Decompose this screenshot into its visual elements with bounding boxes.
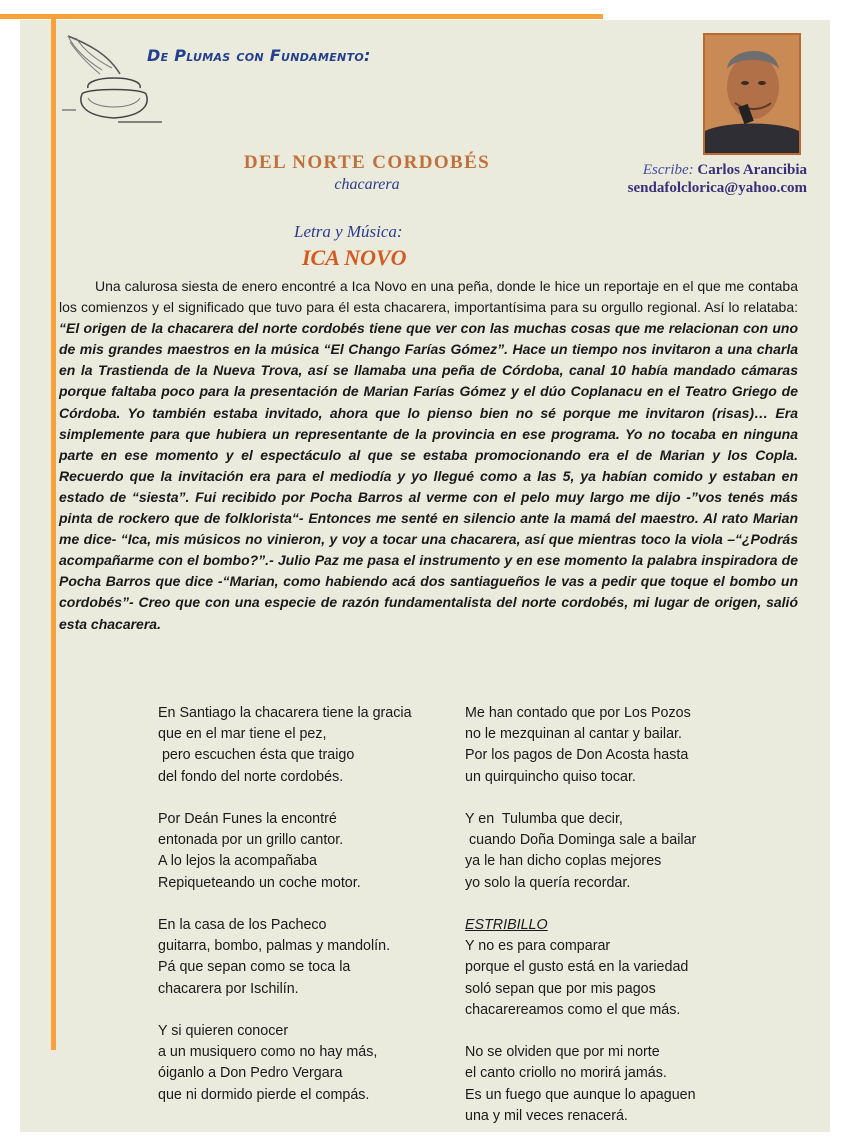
lyric-line: porque el gusto está en la variedad [465, 959, 689, 976]
stanza [158, 915, 453, 1000]
lyric-line: Por los pagos de Don Acosta hasta [465, 747, 689, 764]
lyrics-left-column [158, 703, 453, 1127]
stanza [158, 809, 453, 894]
song-title: DEL NORTE CORDOBÉS [243, 152, 491, 173]
lyric-line: pero escuchen ésta que traigo [158, 747, 355, 764]
byline-label: Escribe: [642, 162, 694, 178]
lyric-line: A lo lejos la acompañaba [158, 853, 317, 870]
lyric-line: Y en Tulumba que decir, [465, 811, 623, 827]
lyric-line: En la casa de los Pacheco [158, 917, 327, 933]
lyric-line: a un musiquero como no hay más, [158, 1044, 378, 1061]
lyric-line: Y si quieren conocer [158, 1023, 289, 1039]
lyric-line: Es un fuego que aunque lo apaguen [465, 1086, 696, 1103]
top-accent-bar [0, 14, 603, 19]
stanza [158, 703, 453, 788]
lyric-line: Pá que sepan como se toca la [158, 959, 351, 976]
lyric-line: Me han contado que por Los Pozos [465, 705, 691, 721]
lyric-line: del fondo del norte cordobés. [158, 768, 344, 785]
lyric-line: No se olviden que por mi norte [465, 1044, 660, 1061]
stanza [158, 1021, 453, 1106]
lyric-line: una y mil veces renacerá. [465, 1107, 628, 1124]
lyric-line: un quirquincho quiso tocar. [465, 768, 636, 785]
lyric-line: Repiqueteando un coche motor. [158, 874, 361, 891]
byline [628, 161, 807, 197]
lyric-line: En Santiago la chacarera tiene la gracia [158, 705, 412, 721]
byline-email[interactable]: sendafolclorica@yahoo.com [627, 180, 807, 196]
byline-name: Carlos Arancibia [697, 162, 807, 178]
estribillo-stanza [465, 915, 785, 1021]
song-genre: chacarera [334, 176, 400, 193]
lyric-line: yo solo la quería recordar. [465, 874, 631, 891]
lyric-line: chacarereamos como el que más. [465, 1001, 681, 1018]
lyric-line: chacarera por Ischilín. [158, 980, 299, 997]
stanza [465, 809, 785, 894]
side-accent-bar [51, 17, 56, 1050]
estribillo-label: ESTRIBILLO [465, 917, 548, 933]
song-author: ICA NOVO [302, 245, 407, 270]
article-quote: “El origen de la chacarera del norte cordobés tiene que ver con las muchas cosas que me relacionan con uno de mis grandes maestros en la música “El Chango Farías Gómez”. Hace un tiempo nos invitaron a una charla en la Trastienda de la Nueva Trova, así se llamaba una peña de Córdoba, canal 10 había mandado cámaras porque faltaba poco para la presentación de Marian Farías Gómez y el dúo Coplanacu en el Teatro Griego de Córdoba. Yo también estaba invitado, ahora que lo pienso bien no sé porque me invitaron (risas)… Era simplemente para que hubiera un representante de la provincia en ese programa. Yo no tocaba en ninguna parte en ese momento y el espectáculo al que se estaba promocionando era el de Marian y los Copla. Recuerdo que la invitación era para el mediodía y yo llegué como a las 5, ya habían comido y estaban en estado de “siesta”. Fui recibido por Pocha Barros al verme con el pelo muy largo me dijo -”vos tenés más pinta de rockero que de folklorista“- Entonces me senté en silencio ante la mamá del maestro. Al rato Marian me dice- “Ica, mis músicos no vinieron, y voy a tocar una chacarera, así que mientras toco la viola –“¿Podrás acompañarme con el bombo?”.- Julio Paz me pasa el instrumento y en ese momento la palabra inspiradora de Pocha Barros que dice -“Marian, como habiendo acá dos santiagueños le vas a pedir que toque el bombo un cordobés”- Creo que con una especie de razón fundamentalista del norte cordobés, mi lugar de origen, salió esta chacarera. [59, 320, 798, 632]
lyric-line: el canto criollo no morirá jamás. [465, 1065, 667, 1082]
lyric-line: ya le han dicho coplas mejores [465, 853, 662, 870]
lyric-line: guitarra, bombo, palmas y mandolín. [158, 938, 391, 955]
lyric-line: cuando Doña Dominga sale a bailar [465, 832, 697, 849]
lyric-line: que en el mar tiene el pez, [158, 726, 327, 743]
article-intro: Una calurosa siesta de enero encontré a Ica Novo en una peña, donde le hice un reportaje en el que me contaba los comienzos y el significado que tuvo para él esta chacarera, importantísima para su orgullo regional. Así lo relataba: [59, 278, 798, 316]
lyric-line: Por Deán Funes la encontré [158, 811, 337, 827]
stanza [465, 1042, 785, 1127]
lyric-line: óiganlo a Don Pedro Vergara [158, 1065, 343, 1082]
section-title: De Plumas con Fundamento: [147, 46, 371, 65]
lyric-line: entonada por un grillo cantor. [158, 832, 344, 849]
quill-inkwell-icon [58, 30, 170, 130]
stanza [465, 703, 785, 788]
credit-label: Letra y Música: [294, 222, 403, 241]
author-photo [703, 33, 801, 155]
lyric-line: Y no es para comparar [465, 938, 611, 955]
lyrics-right-column [465, 703, 785, 1148]
lyric-line: que ni dormido pierde el compás. [158, 1086, 370, 1103]
lyric-line: no le mezquinan al cantar y bailar. [465, 726, 682, 743]
lyric-line: soló sepan que por mis pagos [465, 980, 656, 997]
article-body [59, 276, 798, 635]
article-paragraph [59, 276, 798, 635]
